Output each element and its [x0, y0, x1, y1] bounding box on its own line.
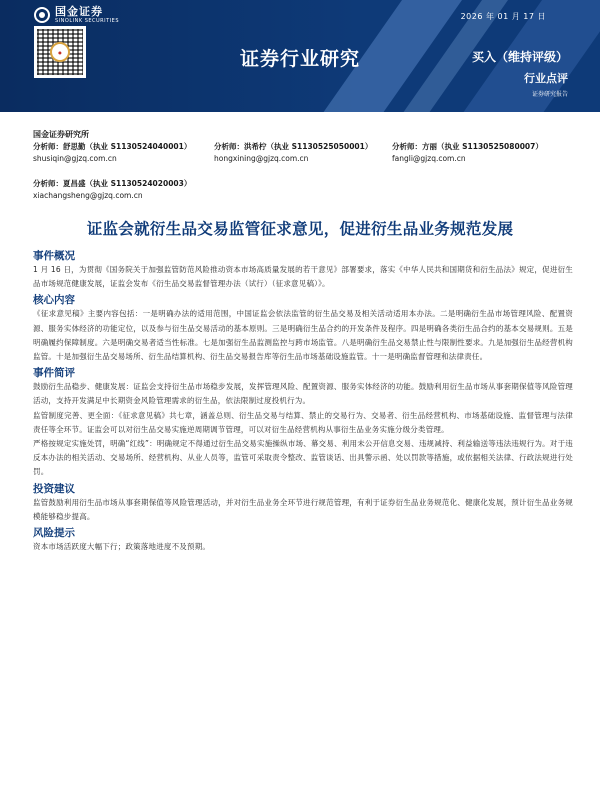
- section-paragraph: 《征求意见稿》主要内容包括：一是明确办法的适用范围，中国证监会依法监管的衍生品交易及相关活动适用本办法。二是明确衍生品市场管理风险、配置资源、服务实体经济的功能定位，以及参与衍生品交易活动的基本原则。三是明确衍生品合约的开发条件及程序。四是明确各类衍生品合约的基本交易规则。五是明确履约保障制度。六是明确交易者适当性标准。七是加强衍生品监测监控与跨市场监管。八是明确衍生品交易禁止性与限制性要求。九是加强衍生品经营机构监管。十是加强衍生品交易场所、衍生品结算机构、衍生品交易报告库等衍生品市场基础设施监管。十一是明确监督管理和法律责任。: [33, 309, 573, 362]
- section-paragraph: 1 月 16 日，为贯彻《国务院关于加强监管防范风险推动资本市场高质量发展的若干意见》部署要求，落实《中华人民共和国期货和衍生品法》规定，促进衍生品市场规范健康发展，证监会发布《衍生品交易监督管理办法（试行）（征求意见稿）》。: [33, 265, 573, 289]
- rating-badge: 买入（维持评级）: [471, 50, 568, 64]
- logo-name-en: SINOLINK SECURITIES: [55, 18, 119, 24]
- analyst-info: [33, 141, 191, 165]
- section-paragraph: 鼓励衍生品稳步、健康发展：证监会支持衍生品市场稳步发展，发挥管理风险、配置资源、服务实体经济的功能。鼓励利用衍生品市场从事套期保值等风险管理活动，支持开发满足中长期资金风险管理需求的衍生品，依法限制过度投机行为。: [33, 382, 573, 406]
- section-title: 事件简评: [33, 367, 75, 380]
- analyst-label: 分析师：舒思勤（执业 S1130524040001）: [33, 142, 192, 151]
- logo-icon: [34, 7, 50, 23]
- analyst-email[interactable]: hongxining@gjzq.com.cn: [214, 154, 309, 163]
- logo-name-cn: 国金证券: [55, 5, 103, 18]
- section-title: 投资建议: [33, 482, 75, 495]
- analyst-email[interactable]: fangli@gjzq.com.cn: [392, 154, 466, 163]
- report-title: 证监会就衍生品交易监管征求意见，促进衍生品业务规范发展: [86, 220, 514, 238]
- company-logo: [34, 6, 119, 24]
- qr-badge-icon: ●: [50, 42, 70, 62]
- report-body: [33, 249, 573, 554]
- analyst-label: 分析师：方丽（执业 S1130525080007）: [392, 142, 543, 151]
- section-title: 核心内容: [33, 294, 75, 307]
- report-type: 证券行业研究: [239, 48, 360, 70]
- report-subtype: 行业点评: [524, 72, 568, 85]
- analyst-info: [392, 141, 543, 165]
- report-date: 2026 年 01 月 17 日: [460, 12, 546, 21]
- section-title: 风险提示: [33, 527, 75, 540]
- analyst-label: 分析师：夏昌盛（执业 S1130524020003）: [33, 179, 192, 188]
- header-banner: [0, 0, 600, 112]
- section-title: 事件概况: [33, 250, 75, 262]
- section-paragraph: 资本市场活跃度大幅下行；政策落地进度不及预期。: [33, 542, 211, 552]
- report-subtag: 证券研究报告: [531, 91, 568, 98]
- section-paragraph: 监管鼓励利用衍生品市场从事套期保值等风险管理活动，并对衍生品业务全环节进行规范管理，有利于证券衍生品业务规范化、健康化发展，预计衍生品业务规模能够稳步提高。: [33, 497, 573, 521]
- analyst-email[interactable]: shusiqin@gjzq.com.cn: [33, 154, 117, 163]
- institute-name: 国金证券研究所: [33, 130, 89, 139]
- analyst-label: 分析师：洪希柠（执业 S1130525050001）: [214, 142, 373, 151]
- analyst-email[interactable]: xiachangsheng@gjzq.com.cn: [33, 191, 143, 200]
- section-paragraph: 严格按规定实施处罚，明确“红线”：明确规定不得通过衍生品交易实施操纵市场、幕交易、利用未公开信息交易、违规减持、利益输送等违法违规行为。对于违反本办法的相关活动、交易场所、经营机构、从业人员等，监管可采取责令整改、监管谈话、出具警示函、处以罚款等措施，或依据相关法律、行政法规进行处罚。: [33, 439, 573, 477]
- analyst-info: [33, 178, 191, 202]
- section-paragraph: 监管制度完善、更全面：《征求意见稿》共七章，涵盖总则、衍生品交易与结算、禁止的交易行为、交易者、衍生品经营机构、市场基础设施、监督管理与法律责任等全环节。证监会可以对衍生品交易实施逆周期调节管理，可以对衍生品经营机构从事衍生品业务实施分级分类管理。: [33, 410, 573, 434]
- analyst-info: [214, 141, 372, 165]
